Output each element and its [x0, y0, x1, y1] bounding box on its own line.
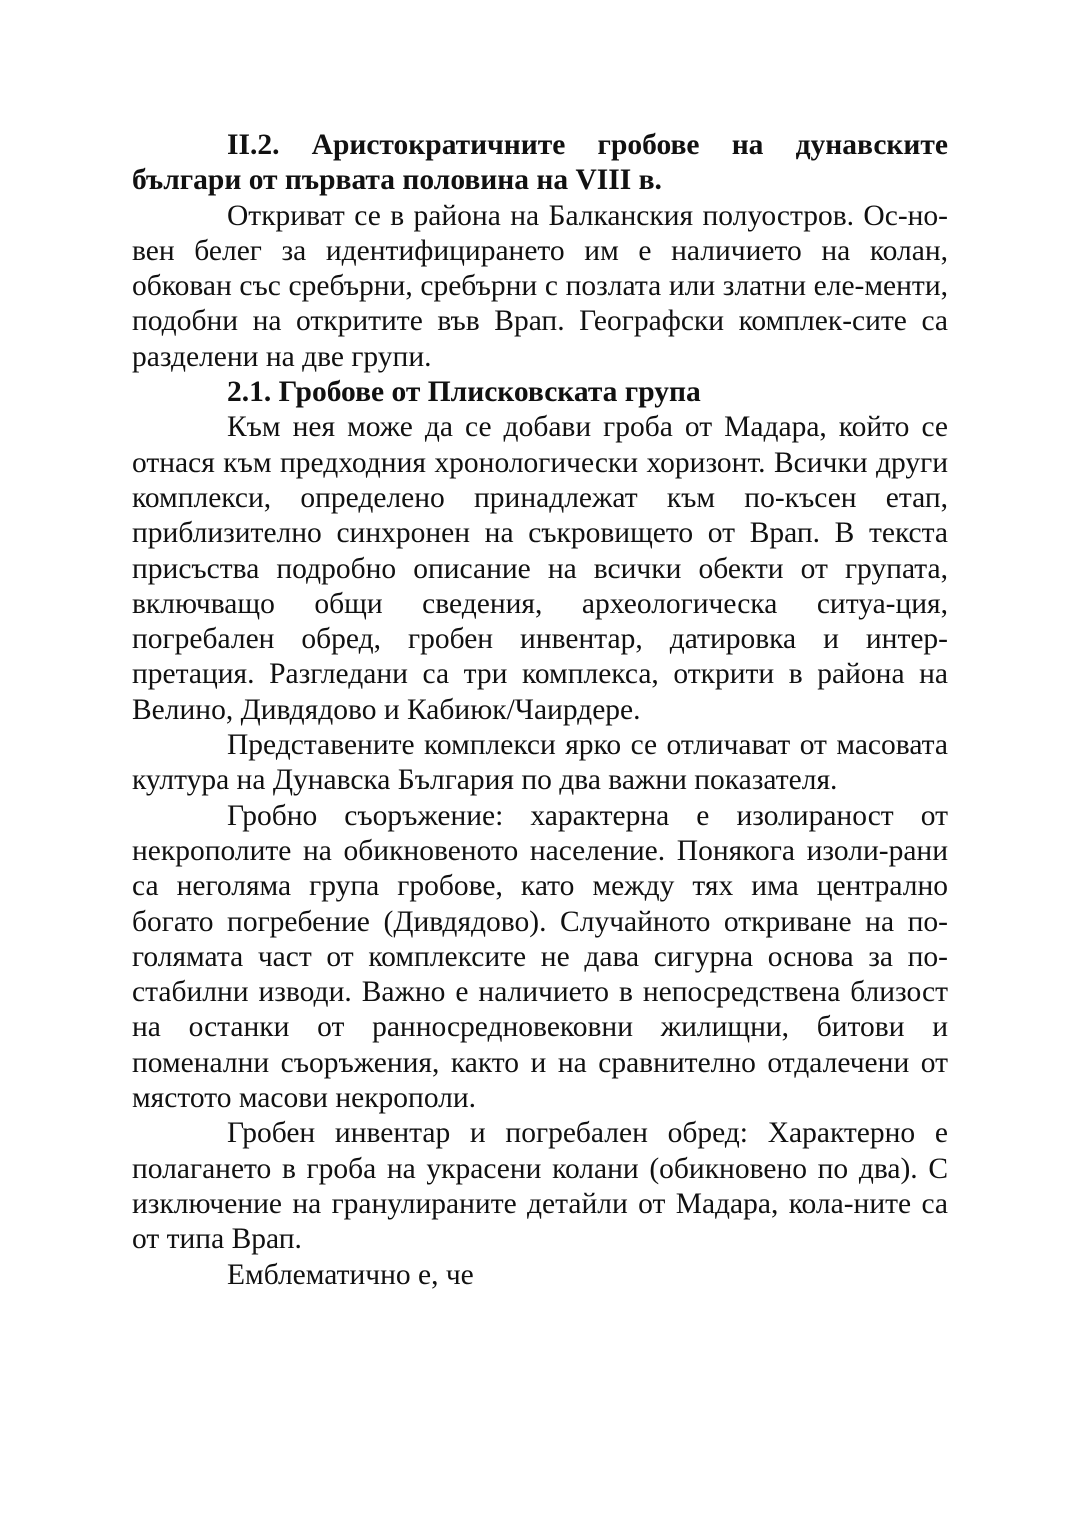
paragraph-intro: Откриват се в района на Балканския полуостров. Ос-но-вен белег за идентифицирането им е наличието на колан, обкован със сребърни, сребърни с позлата или златни еле-менти, подобни на откритите във Врап. Географски комплек-сите са разделени на две групи.: [132, 199, 948, 373]
paragraph-emblematic: Емблематично е, че: [227, 1258, 474, 1291]
section-heading: II.2. Аристократичните гробове на дунавските българи от първата половина на VIII в.: [132, 129, 948, 197]
paragraph-indicators: Представените комплекси ярко се отличават от масовата култура на Дунавска България по два важни показателя.: [132, 729, 948, 797]
paragraph-pliska-group: Към нея може да се добави гроба от Мадара, който се отнася към предходния хронологически хоризонт. Всички други комплекси, определено принадлежат към по-късен етап, приблизително синхронен на съкровището от Врап. В текста присъства подробно описание на всички обекти от групата, включващо общи сведения, археологическа ситуа-ция, погребален обред, гробен инвентар, датировка и интер-претация. Разгледани са три комплекса, открити в района на Велино, Дивдядово и Кабиюк/Чаирдере.: [132, 411, 948, 726]
document-page: [132, 128, 948, 1293]
subsection-heading: 2.1. Гробове от Плисковската група: [227, 376, 701, 409]
paragraph-grave-inventory: Гробен инвентар и погребален обред: Характерно е полагането в гроба на украсени колани (обикновено по два). С изключение на гранулираните детайли от Мадара, кола-ните са от типа Врап.: [132, 1117, 948, 1256]
paragraph-grave-structure: Гробно съоръжение: характерна е изолираност от некрополите на обикновеното население. Понякога изоли-рани са неголяма група гробове, като между тях има централно богато погребение (Дивдядово). Случайното откриване на по-голямата част от комплексите не дава сигурна основа за по-стабилни изводи. Важно е наличието в непосредствена близост на останки от ранносредновековни жилищни, битови и поменални съоръжения, както и на сравнително отдалечени от мястото масови некрополи.: [132, 799, 948, 1115]
